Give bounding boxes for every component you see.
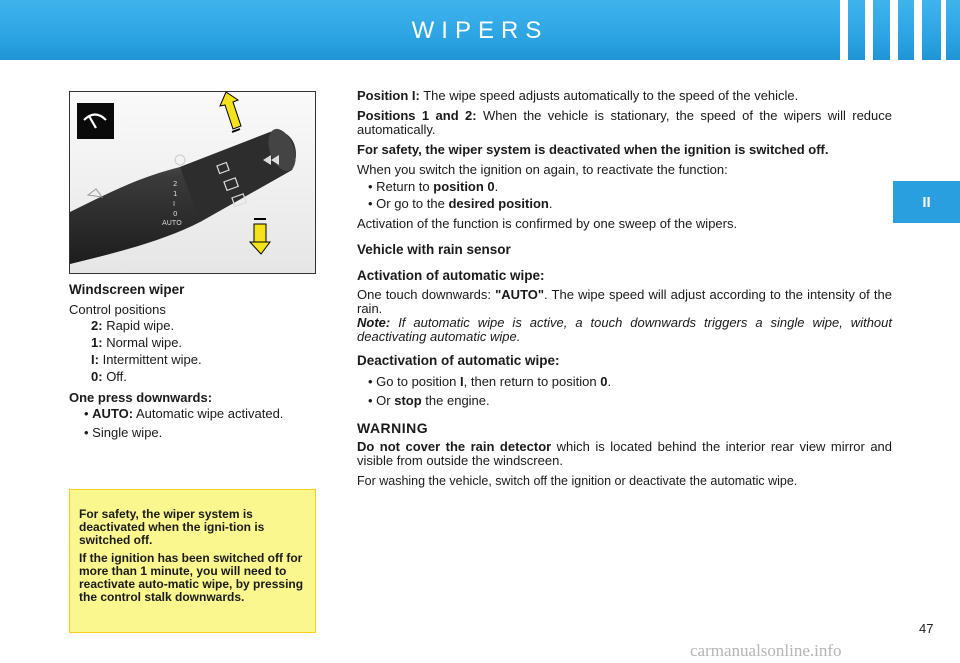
paragraph: For safety, the wiper system is deactivated when the ignition is switched off. xyxy=(357,142,829,157)
header-stripe xyxy=(941,0,946,60)
position-item: 0: Off. xyxy=(91,369,127,384)
bullet-item: • Or go to the desired position. xyxy=(368,196,553,211)
paragraph: For washing the vehicle, switch off the ignition or deactivate the automatic wipe. xyxy=(357,474,798,488)
paragraph: Do not cover the rain detector which is located behind the interior rear view mirror and visible from outside the windscreen. xyxy=(357,439,893,468)
paragraph: When you switch the ignition on again, to reactivate the function: xyxy=(357,162,728,177)
bullet-item: • Go to position I, then return to position 0. xyxy=(368,374,612,389)
svg-text:I: I xyxy=(173,200,176,208)
left-column xyxy=(69,282,319,441)
page-header xyxy=(0,0,960,60)
safety-note-box xyxy=(69,489,316,633)
page-number: 47 xyxy=(919,621,934,636)
svg-text:2: 2 xyxy=(173,180,178,188)
position-item: I: Intermittent wipe. xyxy=(91,352,202,367)
right-column xyxy=(357,89,892,494)
bullet-item: • Or stop the engine. xyxy=(368,393,490,408)
position-item: 2: Rapid wipe. xyxy=(91,318,175,333)
watermark: carmanualsonline.info xyxy=(690,641,842,660)
header-stripe xyxy=(890,0,898,60)
control-positions-label: Control positions xyxy=(69,302,166,317)
activation-heading: Activation of automatic wipe: xyxy=(357,268,545,283)
header-stripe xyxy=(840,0,848,60)
wiper-stalk-photo xyxy=(69,91,316,274)
rain-sensor-heading: Vehicle with rain sensor xyxy=(357,242,511,257)
paragraph: Positions 1 and 2: When the vehicle is stationary, the speed of the wipers will reduce automatically. xyxy=(357,108,892,137)
deactivation-heading: Deactivation of automatic wipe: xyxy=(357,353,560,368)
press-item: • Single wipe. xyxy=(84,425,163,440)
press-item: • AUTO: Automatic wipe activated. xyxy=(84,406,284,421)
note-paragraph: Note: If automatic wipe is active, a touch downwards triggers a single wipe, without deactivating automatic wipe. xyxy=(357,315,892,344)
bullet-item: • Return to position 0. xyxy=(368,179,499,194)
svg-text:0: 0 xyxy=(173,210,178,218)
header-stripe xyxy=(865,0,873,60)
safety-note-text: If the ignition has been switched off for more than 1 minute, you will need to reactivate auto-matic wipe, by pressing the control stalk downwards. xyxy=(79,551,304,604)
paragraph: One touch downwards: "AUTO". The wipe speed will adjust according to the intensity of the rain. xyxy=(357,287,892,316)
warning-heading: WARNING xyxy=(357,420,429,436)
chapter-tab[interactable]: II xyxy=(893,181,960,223)
svg-text:AUTO: AUTO xyxy=(162,219,182,227)
page-title: WIPERS xyxy=(411,17,549,44)
position-item: 1: Normal wipe. xyxy=(91,335,183,350)
svg-text:1: 1 xyxy=(173,190,178,198)
header-stripe xyxy=(914,0,922,60)
paragraph: Position I: The wipe speed adjusts automatically to the speed of the vehicle. xyxy=(357,88,799,103)
paragraph: Activation of the function is confirmed by one sweep of the wipers. xyxy=(357,216,738,231)
press-downwards-heading: One press downwards: xyxy=(69,390,213,405)
safety-note-text: For safety, the wiper system is deactivated when the igni-tion is switched off. xyxy=(79,507,265,547)
windscreen-wiper-heading: Windscreen wiper xyxy=(69,282,185,297)
